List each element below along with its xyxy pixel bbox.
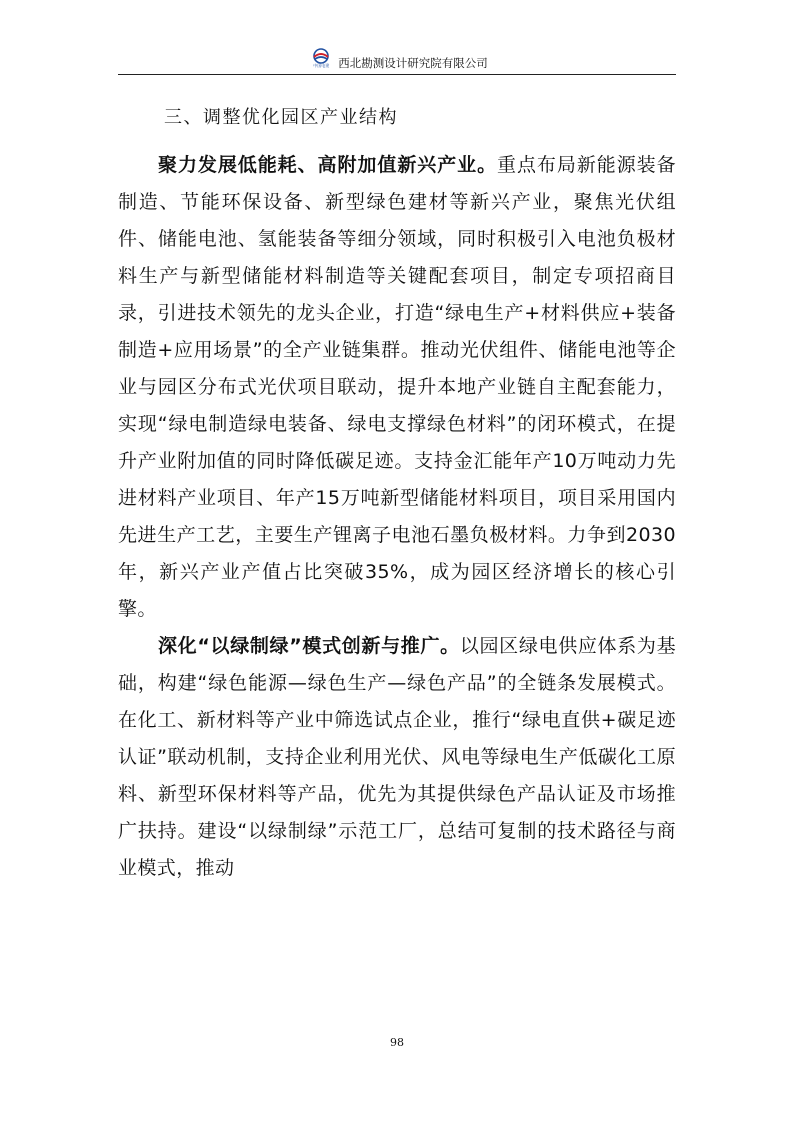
organization-name: 西北勘测设计研究院有限公司 <box>338 56 488 70</box>
paragraph-body: 重点布局新能源装备制造、节能环保设备、新型绿色建材等新兴产业，聚焦光伏组件、储能电池、氢能装备等细分领域，同时积极引入电池负极材料生产与新型储能材料制造等关键配套项目，制定专项招商目录，引进技术领先的龙头企业，打造“绿电生产+材料供应+装备制造+应用场景”的全产业链集群。推动光伏组件、储能电池等企业与园区分布式光伏项目联动，提升本地产业链自主配套能力，实现“绿电制造绿电装备、绿电支撑绿色材料”的闭环模式，在提升产业附加值的同时降低碳足迹。支持金汇能年产10万吨动力先进材料产业项目、年产15万吨新型储能材料项目，项目采用国内先进生产工艺，主要生产锂离子电池石墨负极材料。力争到2030年，新兴产业产值占比突破35%，成为园区经济增长的核心引擎。 <box>118 154 676 620</box>
header-brand <box>118 48 676 70</box>
page-body <box>118 101 676 887</box>
page-number: 98 <box>390 1036 404 1049</box>
company-logo <box>306 48 336 70</box>
paragraph-lead: 深化“以绿制绿”模式创新与推广。 <box>158 635 460 657</box>
paragraph-green-model <box>118 628 676 887</box>
page-header <box>118 48 676 75</box>
paragraph-emerging-industries <box>118 147 676 628</box>
paragraph-body: 以园区绿电供应体系为基础，构建“绿色能源—绿色生产—绿色产品”的全链条发展模式。在化工、新材料等产业中筛选试点企业，推行“绿电直供+碳足迹认证”联动机制，支持企业利用光伏、风电等绿电生产低碳化工原料、新型环保材料等产品，优先为其提供绿色产品认证及市场推广扶持。建设“以绿制绿”示范工厂，总结可复制的技术路径与商业模式，推动 <box>118 635 676 879</box>
paragraph-lead: 聚力发展低能耗、高附加值新兴产业。 <box>158 154 498 176</box>
section-title: 三、调整优化园区产业结构 <box>164 107 398 128</box>
logo-text: 中国电建 <box>313 63 330 68</box>
logo-emblem-icon <box>310 48 332 64</box>
